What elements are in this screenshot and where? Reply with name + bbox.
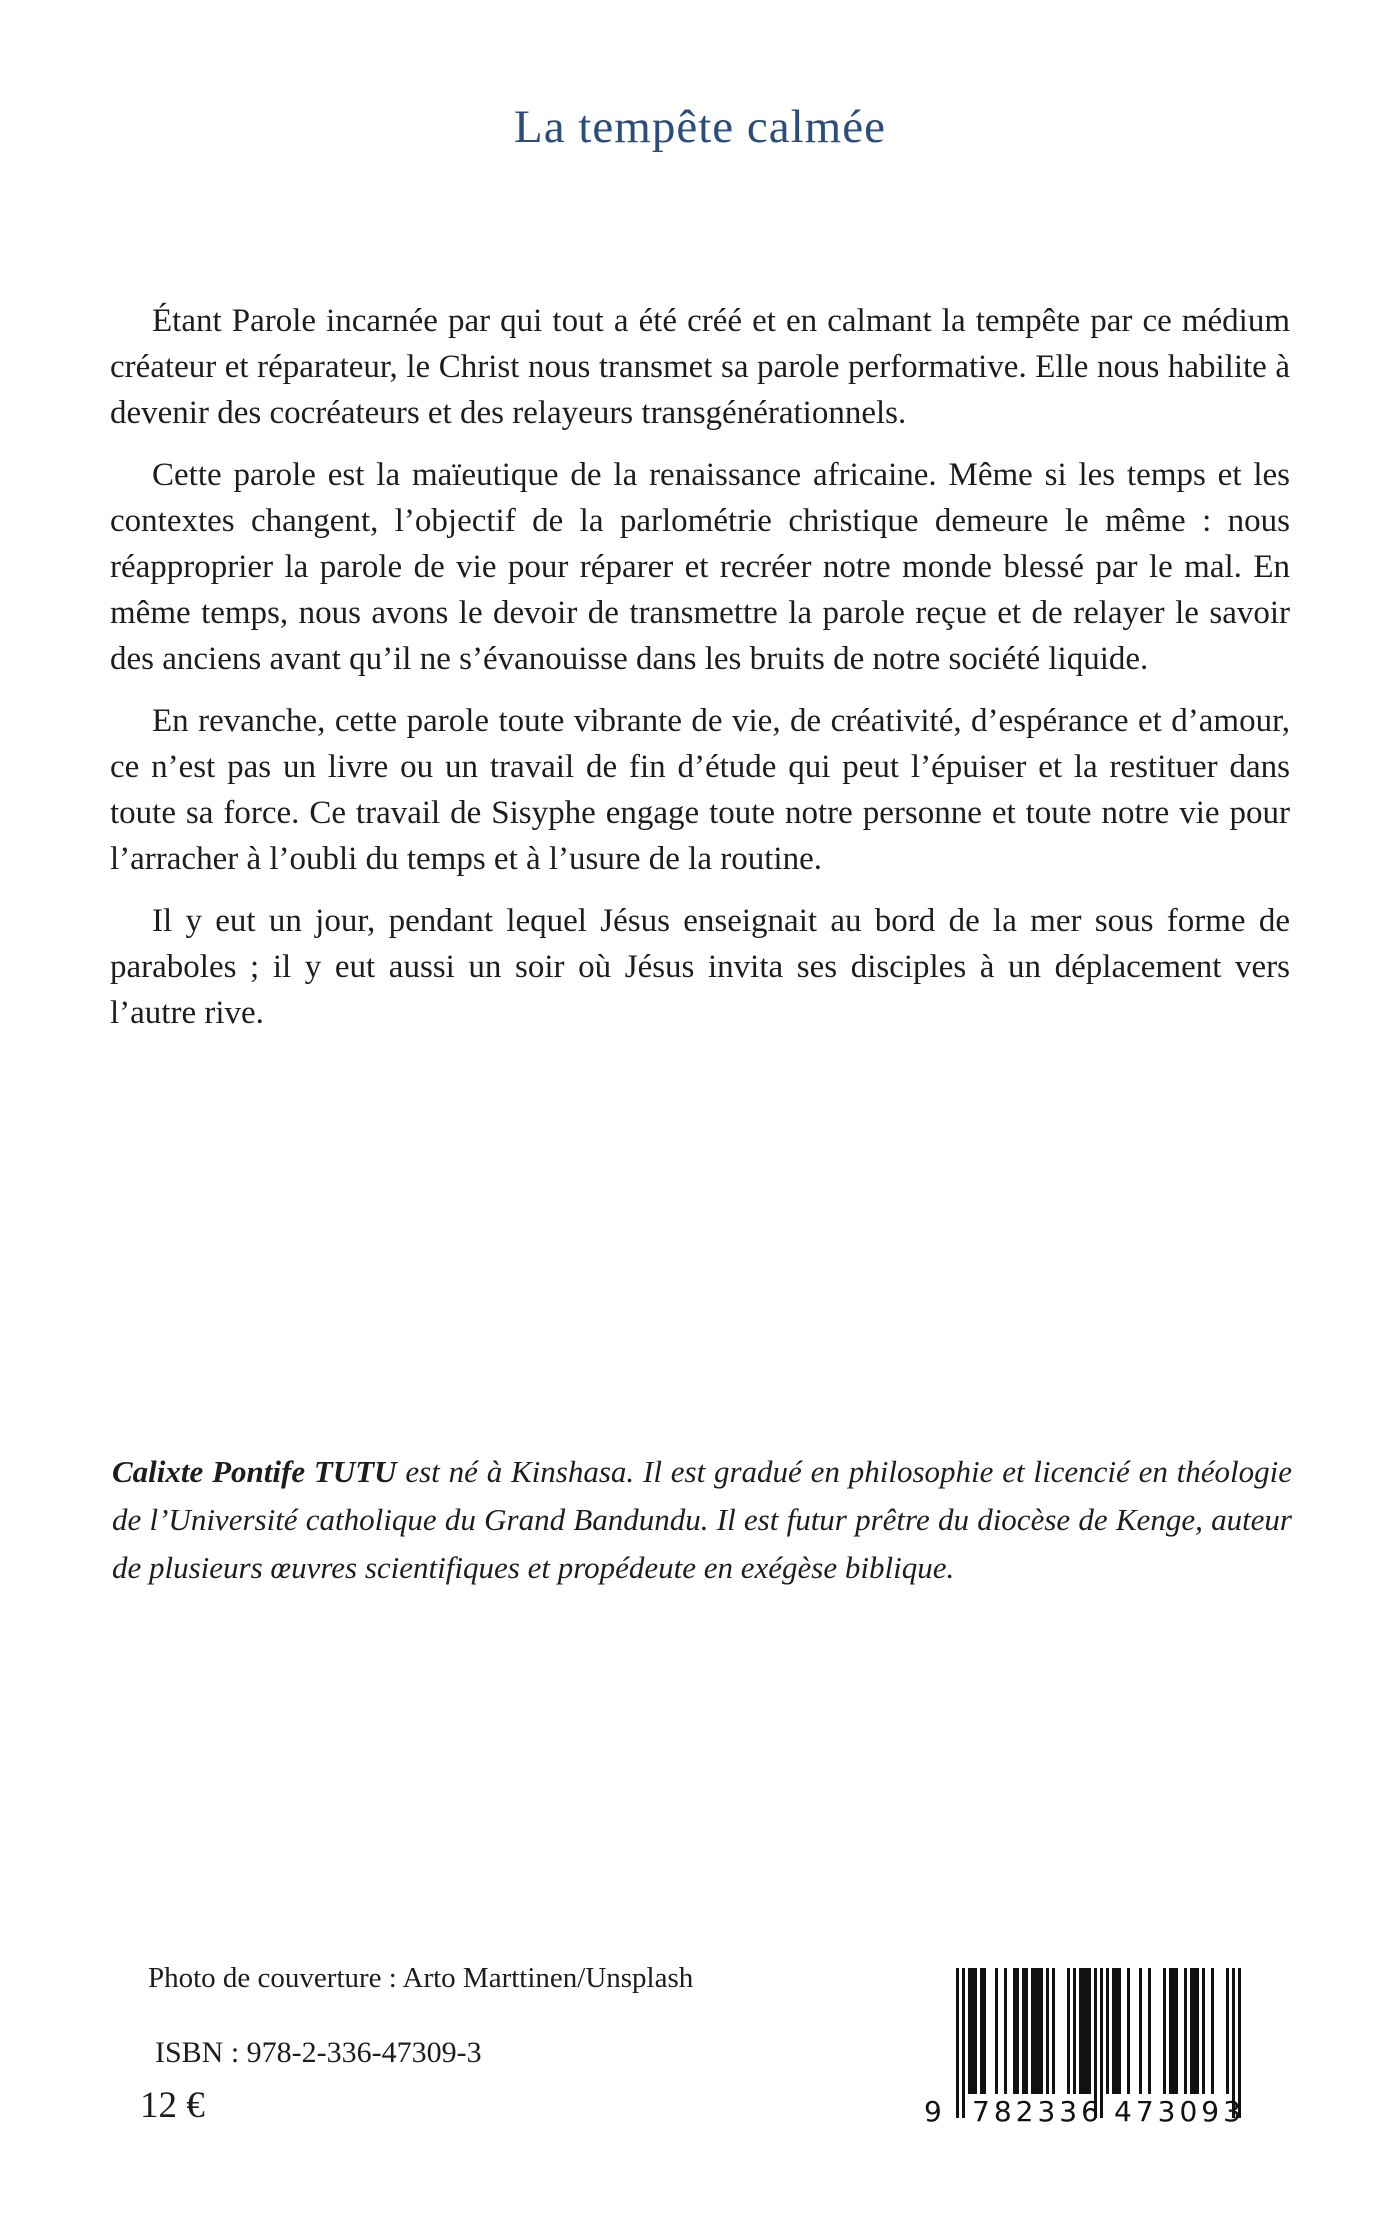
synopsis-paragraph: Il y eut un jour, pendant lequel Jésus enseignait au bord de la mer sous forme de paraboles ; il y eut aussi un soir où Jésus invita ses disciples à un déplacement vers l’autre rive.: [110, 903, 1290, 1031]
barcode-digits: 9: [924, 2095, 946, 2128]
synopsis-paragraph: Étant Parole incarnée par qui tout a été créé et en calmant la tempête par ce médium créateur et réparateur, le Christ nous transmet sa parole performative. Elle nous habilite à devenir des cocréateurs et des relayeurs transgénérationnels.: [110, 303, 1290, 431]
barcode: [924, 1968, 1245, 2128]
synopsis-paragraph: En revanche, cette parole toute vibrante de vie, de créativité, d’espérance et d’amour, ce n’est pas un livre ou un travail de fin d’étude qui peut l’épuiser et la restituer dans toute sa force. Ce travail de Sisyphe engage toute notre personne et toute notre vie pour l’arracher à l’oubli du temps et à l’usure de la routine.: [110, 703, 1290, 877]
author-bio-text: est né à Kinshasa. Il est gradué en philosophie et licencié en théologie de l’Université catholique du Grand Bandundu. Il est futur prêtre du diocèse de Kenge, auteur de plusieurs œuvres scientifiques et propédeute en exégèse biblique.: [112, 1454, 1293, 1585]
book-title: La tempête calmée: [514, 101, 886, 153]
author-name: Calixte Pontife TUTU: [112, 1454, 397, 1489]
synopsis-paragraph: Cette parole est la maïeutique de la renaissance africaine. Même si les temps et les contextes changent, l’objectif de la parlométrie christique demeure le même : nous réapproprier la parole de vie pour réparer et recréer notre monde blessé par le mal. En même temps, nous avons le devoir de transmettre la parole reçue et de relayer le savoir des anciens avant qu’il ne s’évanouisse dans les bruits de notre société liquide.: [110, 457, 1290, 677]
price-label: 12 €: [140, 2085, 205, 2126]
author-bio: [112, 1448, 1292, 1592]
synopsis: [110, 298, 1290, 1052]
photo-credit: Photo de couverture : Arto Marttinen/Unsplash: [148, 1962, 694, 1994]
barcode-digits: 473093: [1114, 2095, 1245, 2128]
barcode-digits: 782336: [972, 2095, 1103, 2128]
isbn-label: ISBN : 978-2-336-47309-3: [155, 2036, 482, 2069]
